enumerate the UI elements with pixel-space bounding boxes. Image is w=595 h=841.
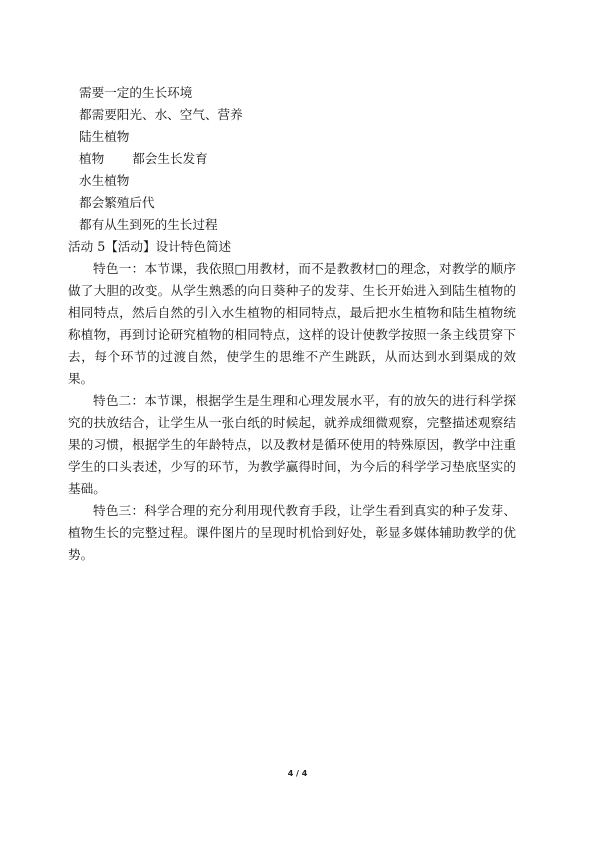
outline-grow-label: 都会生长发育 (132, 151, 208, 166)
outline-line-land-plants: 陆生植物 (79, 129, 130, 144)
outline-line-growth-environment: 需要一定的生长环境 (79, 85, 193, 100)
outline-line-reproduce: 都会繁殖后代 (79, 195, 155, 210)
outline-plants-label: 植物 (79, 151, 105, 166)
plant-features-outline (79, 82, 516, 236)
feature-paragraph-3: 特色三：科学合理的充分利用现代教育手段，让学生看到真实的种子发芽、植物生长的完整过程。课件图片的呈现时机恰到好处，彰显多媒体辅助教学的优势。 (68, 503, 516, 562)
outline-line-life-cycle: 都有从生到死的生长过程 (79, 217, 218, 232)
section-heading: 活动 5【活动】设计特色简述 (68, 239, 232, 254)
outline-line-needs: 都需要阳光、水、空气、营养 (79, 107, 243, 122)
feature-paragraph-2: 特色二：本节课，根据学生是生理和心理发展水平，有的放矢的进行科学探究的扶放结合，让学生从一张白纸的时候起，就养成细微观察，完整描述观察结果的习惯，根据学生的年龄特点，以及教材是循环使用的特殊原因，教学中注重学生的口头表述，少写的环节，为教学赢得时间，为今后的科学学习垫底坚实的基础。 (68, 393, 516, 496)
page-content (68, 82, 516, 566)
page-number: 4 / 4 (287, 769, 308, 778)
feature-paragraph-1: 特色一：本节课，我依照□用教材，而不是教教材□的理念，对教学的顺序做了大胆的改变。从学生熟悉的向日葵种子的发芽、生长开始进入到陆生植物的相同特点，然后自然的引入水生植物的相同特点，最后把水生植物和陆生植物统称植物，再到讨论研究植物的相同特点，这样的设计使教学按照一条主线贯穿下去，每个环节的过渡自然，使学生的思维不产生跳跃，从而达到水到渠成的效果。 (68, 261, 516, 386)
outline-line-plants-grow (79, 148, 516, 170)
outline-line-water-plants: 水生植物 (79, 173, 130, 188)
